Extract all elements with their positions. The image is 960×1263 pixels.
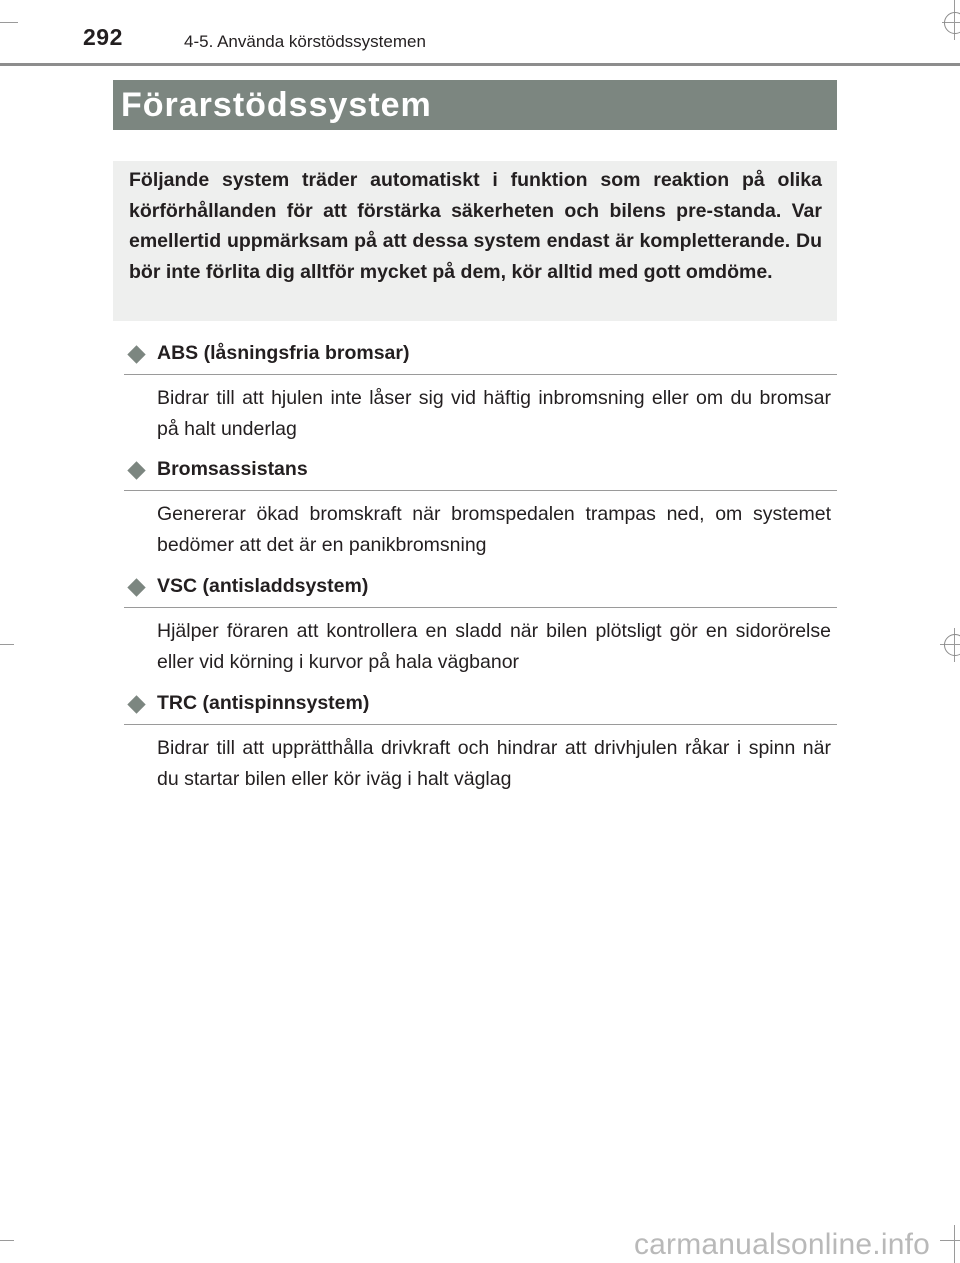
section-body: Bidrar till att hjulen inte låser sig vid häftig inbromsning eller om du bromsar på halt underlag: [157, 387, 831, 440]
header-divider: [0, 63, 960, 66]
registration-circle: [944, 634, 960, 656]
section-vsc: [124, 573, 837, 677]
crop-mark: [954, 1225, 955, 1263]
section-brake-assist: [124, 456, 837, 560]
section-abs: [124, 340, 837, 444]
crop-mark: [0, 644, 14, 645]
diamond-bullet-icon: [127, 345, 145, 363]
page-header: [0, 24, 960, 66]
chapter-title: 4-5. Använda körstödssystemen: [184, 32, 426, 51]
section-title: Bromsassistans: [157, 458, 308, 480]
page-title: Förarstödssystem: [121, 86, 432, 124]
crop-mark: [940, 1240, 960, 1241]
section-body: Bidrar till att upprätthålla drivkraft och hindrar att drivhjulen råkar i spinn när du startar bilen eller kör iväg i halt väglag: [157, 737, 831, 790]
section-title: TRC (antispinnsystem): [157, 692, 370, 714]
section-body: Genererar ökad bromskraft när bromspedalen trampas ned, om systemet bedömer att det är en panikbromsning: [157, 503, 831, 556]
crop-mark: [0, 22, 18, 23]
section-title-bar: [113, 80, 837, 130]
intro-box: Följande system träder automatiskt i funktion som reaktion på olika körförhållanden för att förstärka säkerheten och bilens pre-standa. Var emellertid uppmärksam på att dessa system endast är kompletterande. Du bör inte förlita dig alltför mycket på dem, kör alltid med gott omdöme.: [113, 161, 837, 321]
diamond-bullet-icon: [127, 461, 145, 479]
section-body: Hjälper föraren att kontrollera en sladd när bilen plötsligt gör en sidorörelse eller vid körning i kurvor på hala vägbanor: [157, 620, 831, 673]
watermark-link[interactable]: carmanualsonline.info: [633, 1228, 930, 1261]
crop-mark: [0, 1240, 14, 1241]
section-trc: [124, 690, 837, 794]
section-header: [124, 456, 837, 491]
page-number: 292: [83, 24, 123, 50]
section-title: ABS (låsningsfria bromsar): [157, 342, 410, 364]
section-header: [124, 340, 837, 375]
diamond-bullet-icon: [127, 578, 145, 596]
section-header: [124, 573, 837, 608]
diamond-bullet-icon: [127, 695, 145, 713]
section-header: [124, 690, 837, 725]
section-title: VSC (antisladdsystem): [157, 575, 369, 597]
